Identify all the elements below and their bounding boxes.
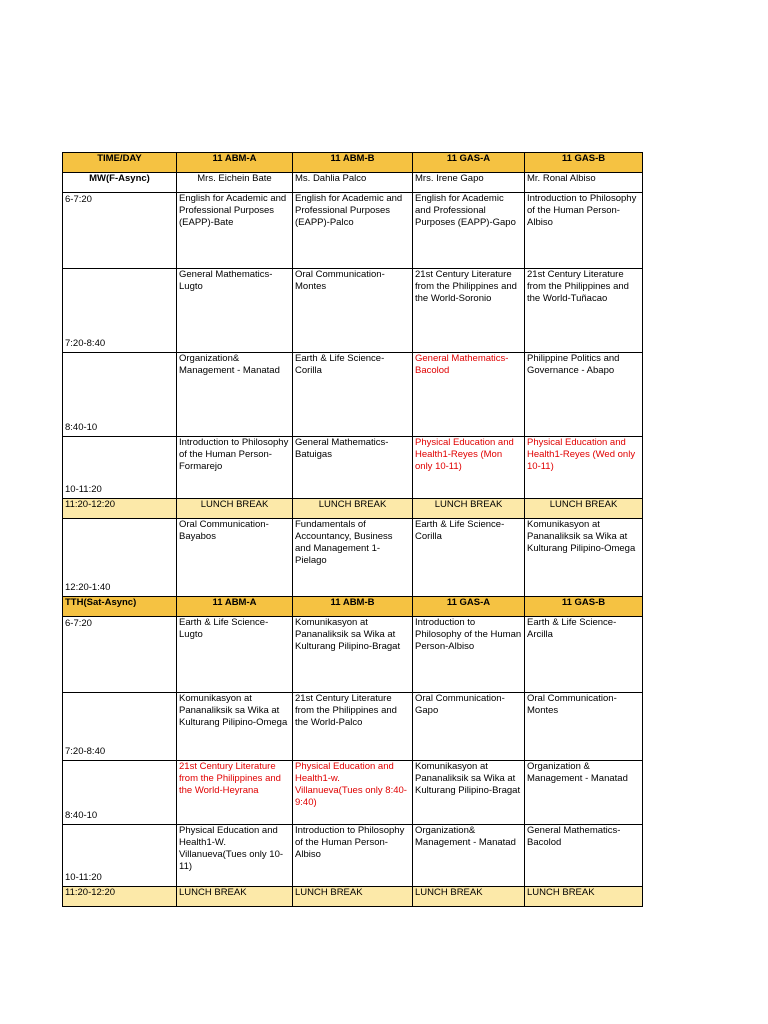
subject-cell-highlighted: Physical Education and Health1-Reyes (Wed only 10-11) [525,437,643,499]
time-cell [63,437,177,499]
table-row [63,617,643,693]
time-label: 12:20-1:40 [65,582,111,593]
class-schedule-table [62,152,643,907]
table-row [63,761,643,825]
header-abm-a: 11 ABM-A [177,153,293,173]
subject-cell-highlighted: Physical Education and Health1-w. Villanueva(Tues only 8:40-9:40) [293,761,413,825]
table-row [63,519,643,597]
subject-cell: Oral Communication-Montes [525,693,643,761]
subject-cell: Introduction to Philosophy of the Human Person-Albiso [413,617,525,693]
subject-cell: General Mathematics-Batuigas [293,437,413,499]
adviser-gas-b: Mr. Ronal Albiso [525,173,643,193]
header-row [63,153,643,173]
subject-cell: Komunikasyon at Pananaliksik sa Wika at Kulturang Pilipino-Omega [177,693,293,761]
lunch-break-cell: LUNCH BREAK [177,499,293,519]
adviser-gas-a: Mrs. Irene Gapo [413,173,525,193]
time-cell [63,353,177,437]
subject-cell: 21st Century Literature from the Philippines and the World-Soronio [413,269,525,353]
adviser-abm-b: Ms. Dahlia Palco [293,173,413,193]
subject-cell: Komunikasyon at Pananaliksik sa Wika at Kulturang Pilipino-Omega [525,519,643,597]
header-abm-a: 11 ABM-A [177,597,293,617]
lunch-break-cell: LUNCH BREAK [413,887,525,907]
time-cell [63,193,177,269]
header-gas-b: 11 GAS-B [525,597,643,617]
time-cell [63,693,177,761]
subject-cell: Oral Communication-Gapo [413,693,525,761]
lunch-break-cell: LUNCH BREAK [525,887,643,907]
tth-label: TTH(Sat-Async) [63,597,177,617]
time-cell [63,617,177,693]
subject-cell: Organization & Management - Manatad [525,761,643,825]
time-label: 6-7:20 [65,194,92,205]
adviser-row [63,173,643,193]
time-cell [63,761,177,825]
header-gas-b: 11 GAS-B [525,153,643,173]
header-gas-a: 11 GAS-A [413,153,525,173]
table-row [63,353,643,437]
lunch-break-cell: LUNCH BREAK [293,887,413,907]
subject-cell: Fundamentals of Accountancy, Business and Management 1-Pielago [293,519,413,597]
subject-cell: 21st Century Literature from the Philippines and the World-Tuñacao [525,269,643,353]
subject-cell: Introduction to Philosophy of the Human Person-Albiso [293,825,413,887]
subject-cell-highlighted: General Mathematics-Bacolod [413,353,525,437]
subject-cell: Physical Education and Health1-W. Villanueva(Tues only 10-11) [177,825,293,887]
subject-cell: General Mathematics-Bacolod [525,825,643,887]
subject-cell: Earth & Life Science-Corilla [293,353,413,437]
table-row [63,693,643,761]
subject-cell: Introduction to Philosophy of the Human Person-Albiso [525,193,643,269]
tth-header-row [63,597,643,617]
subject-cell: Komunikasyon at Pananaliksik sa Wika at Kulturang Pilipino-Bragat [293,617,413,693]
table-row [63,825,643,887]
time-label: 10-11:20 [65,484,102,495]
header-abm-b: 11 ABM-B [293,597,413,617]
subject-cell: Oral Communication-Montes [293,269,413,353]
time-label: 8:40-10 [65,810,98,821]
table-row [63,437,643,499]
subject-cell: Organization& Management - Manatad [413,825,525,887]
lunch-break-cell: LUNCH BREAK [177,887,293,907]
subject-cell: Philippine Politics and Governance - Abapo [525,353,643,437]
subject-cell: English for Academic and Professional Purposes (EAPP)-Bate [177,193,293,269]
header-time-day: TIME/DAY [63,153,177,173]
subject-cell: Earth & Life Science-Arcilla [525,617,643,693]
time-label: 6-7:20 [65,618,92,629]
header-abm-b: 11 ABM-B [293,153,413,173]
subject-cell: English for Academic and Professional Purposes (EAPP)-Gapo [413,193,525,269]
header-gas-a: 11 GAS-A [413,597,525,617]
subject-cell: Organization& Management - Manatad [177,353,293,437]
subject-cell: English for Academic and Professional Purposes (EAPP)-Palco [293,193,413,269]
lunch-row [63,887,643,907]
time-cell [63,825,177,887]
lunch-break-cell: LUNCH BREAK [525,499,643,519]
subject-cell: Earth & Life Science-Lugto [177,617,293,693]
time-label: 8:40-10 [65,422,98,433]
subject-cell: Komunikasyon at Pananaliksik sa Wika at Kulturang Pilipino-Bragat [413,761,525,825]
table-row [63,193,643,269]
lunch-time-label: 11:20-12:20 [63,887,177,907]
subject-cell-highlighted: Physical Education and Health1-Reyes (Mon only 10-11) [413,437,525,499]
time-cell [63,269,177,353]
adviser-abm-a: Mrs. Eichein Bate [177,173,293,193]
mw-label: MW(F-Async) [63,173,177,193]
subject-cell-highlighted: 21st Century Literature from the Philippines and the World-Heyrana [177,761,293,825]
subject-cell: 21st Century Literature from the Philippines and the World-Palco [293,693,413,761]
time-label: 7:20-8:40 [65,746,106,757]
time-label: 7:20-8:40 [65,338,106,349]
lunch-time-label: 11:20-12:20 [63,499,177,519]
subject-cell: Introduction to Philosophy of the Human Person-Formarejo [177,437,293,499]
subject-cell: Oral Communication-Bayabos [177,519,293,597]
time-label: 10-11:20 [65,872,102,883]
time-cell [63,519,177,597]
table-row [63,269,643,353]
lunch-break-cell: LUNCH BREAK [293,499,413,519]
lunch-break-cell: LUNCH BREAK [413,499,525,519]
subject-cell: General Mathematics-Lugto [177,269,293,353]
subject-cell: Earth & Life Science-Corilla [413,519,525,597]
lunch-row [63,499,643,519]
